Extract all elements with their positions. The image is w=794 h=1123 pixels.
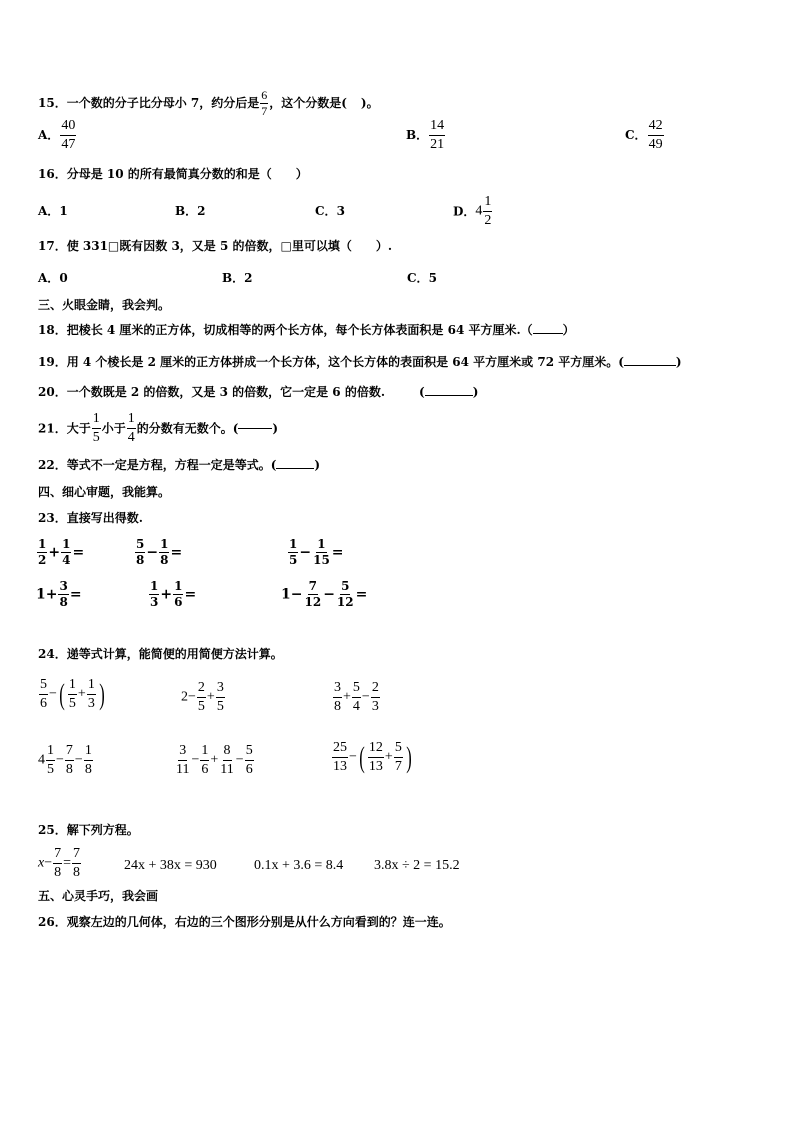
q20-line: 20．一个数既是 2 的倍数，又是 3 的倍数，它一定是 6 的倍数. ( ): [38, 385, 479, 399]
q17-line: 17．使 331□既有因数 3，又是 5 的倍数，□里可以填（ ）.: [38, 239, 393, 253]
q19-answer-blank[interactable]: [624, 365, 676, 366]
q26-line: 26．观察左边的几何体，右边的三个图形分别是从什么方向看到的？连一连。: [38, 915, 451, 929]
q23-expr-1: $\frac{1}{2}$ + $\frac{1}{4}$ =: [38, 537, 85, 567]
q24-expr-6: $\frac{25}{13}$ −( $\frac{12}{13}$ + $\frac{5}{7}$ ): [333, 740, 412, 774]
q18-line: 18．把棱长 4 厘米的正方体，切成相等的两个长方体，每个长方体表面积是 64 平方厘米.（ ）: [38, 323, 575, 337]
q25-eq-3: 0.1x + 3.6 = 8.4: [254, 858, 344, 873]
q16-option-c[interactable]: C．3: [315, 204, 345, 218]
q15-option-c[interactable]: C． $\frac{42}{49}$: [625, 118, 663, 152]
q16-option-d[interactable]: D．4 $\frac{1}{2}$: [453, 194, 492, 228]
q17-option-a[interactable]: A．0: [38, 271, 68, 285]
q17-text: 使 331□既有因数 3，又是 5 的倍数，□里可以填（ ）.: [66, 239, 393, 253]
section-5-title: 五、心灵手巧，我会画: [38, 889, 159, 903]
q15-number: 15．: [38, 96, 67, 110]
q17-option-b[interactable]: B．2: [222, 271, 253, 285]
q25-eq-4: 3.8x ÷ 2 = 15.2: [374, 858, 460, 873]
q23-expr-3: $\frac{1}{5}$ − $\frac{1}{15}$ =: [289, 537, 344, 567]
q24-expr-4: 4 $\frac{1}{5}$ − $\frac{7}{8}$ − $\frac{1}{8}$: [38, 743, 92, 777]
q16-text: 分母是 10 的所有最简真分数的和是（ ）: [66, 167, 308, 181]
q16-option-b[interactable]: B．2: [175, 204, 206, 218]
q19-line: 19．用 4 个棱长是 2 厘米的正方体拼成一个长方体，这个长方体的表面积是 64 平方厘米或 72 平方厘米。( ): [38, 355, 682, 369]
q23-expr-6: 1− $\frac{7}{12}$ − $\frac{5}{12}$ =: [281, 579, 368, 609]
q25-eq-1: x− $\frac{7}{8}$ = $\frac{7}{8}$: [38, 846, 81, 880]
q15-option-a[interactable]: A． $\frac{40}{47}$: [38, 118, 76, 152]
q24-expr-5: $\frac{3}{11}$ − $\frac{1}{6}$ + $\frac{8}{11}$ − $\frac{5}{6}$: [176, 743, 253, 777]
q25-line: 25．解下列方程。: [38, 823, 139, 837]
q24-expr-1: $\frac{5}{6}$ −( $\frac{1}{5}$ + $\frac{1}{3}$ ): [40, 677, 105, 711]
q15-text: 一个数的分子比分母小 7，约分后是: [66, 96, 260, 110]
q15-option-b[interactable]: B． $\frac{14}{21}$: [406, 118, 445, 152]
q25-eq-2: 24x + 38x = 930: [124, 858, 217, 873]
q16-option-a[interactable]: A．1: [38, 204, 68, 218]
q20-answer-blank[interactable]: [425, 395, 473, 396]
q24-line: 24．递等式计算，能简便的用简便方法计算。: [38, 647, 283, 661]
q18-answer-blank[interactable]: [533, 333, 563, 334]
section-4-title: 四、细心审题，我能算。: [38, 485, 171, 499]
q23-expr-2: $\frac{5}{8}$ − $\frac{1}{8}$ =: [136, 537, 183, 567]
q23-line: 23．直接写出得数.: [38, 511, 143, 525]
q23-expr-5: $\frac{1}{3}$ + $\frac{1}{6}$ =: [150, 579, 197, 609]
q21-line: 21．大于 $\frac{1}{5}$ 小于 $\frac{1}{4}$ 的分数有无数个。( ): [38, 411, 279, 445]
q24-expr-3: $\frac{3}{8}$ + $\frac{5}{4}$ − $\frac{2}{3}$: [334, 680, 379, 714]
q22-answer-blank[interactable]: [276, 468, 314, 469]
q17-option-c[interactable]: C．5: [407, 271, 437, 285]
q15-line: 15．一个数的分子比分母小 7，约分后是 $\frac{6}{7}$ ，这个分数是( )。: [38, 88, 379, 118]
q22-line: 22．等式不一定是方程，方程一定是等式。( ): [38, 458, 321, 472]
q16-line: 16．分母是 10 的所有最简真分数的和是（ ）: [38, 167, 308, 181]
q21-answer-blank[interactable]: [238, 428, 272, 429]
section-3-title: 三、火眼金睛，我会判。: [38, 298, 171, 312]
q15-fraction: $\frac{6}{7}$: [261, 88, 268, 118]
q24-expr-2: 2− $\frac{2}{5}$ + $\frac{3}{5}$: [181, 680, 224, 714]
q23-expr-4: 1+ $\frac{3}{8}$ =: [36, 579, 82, 609]
